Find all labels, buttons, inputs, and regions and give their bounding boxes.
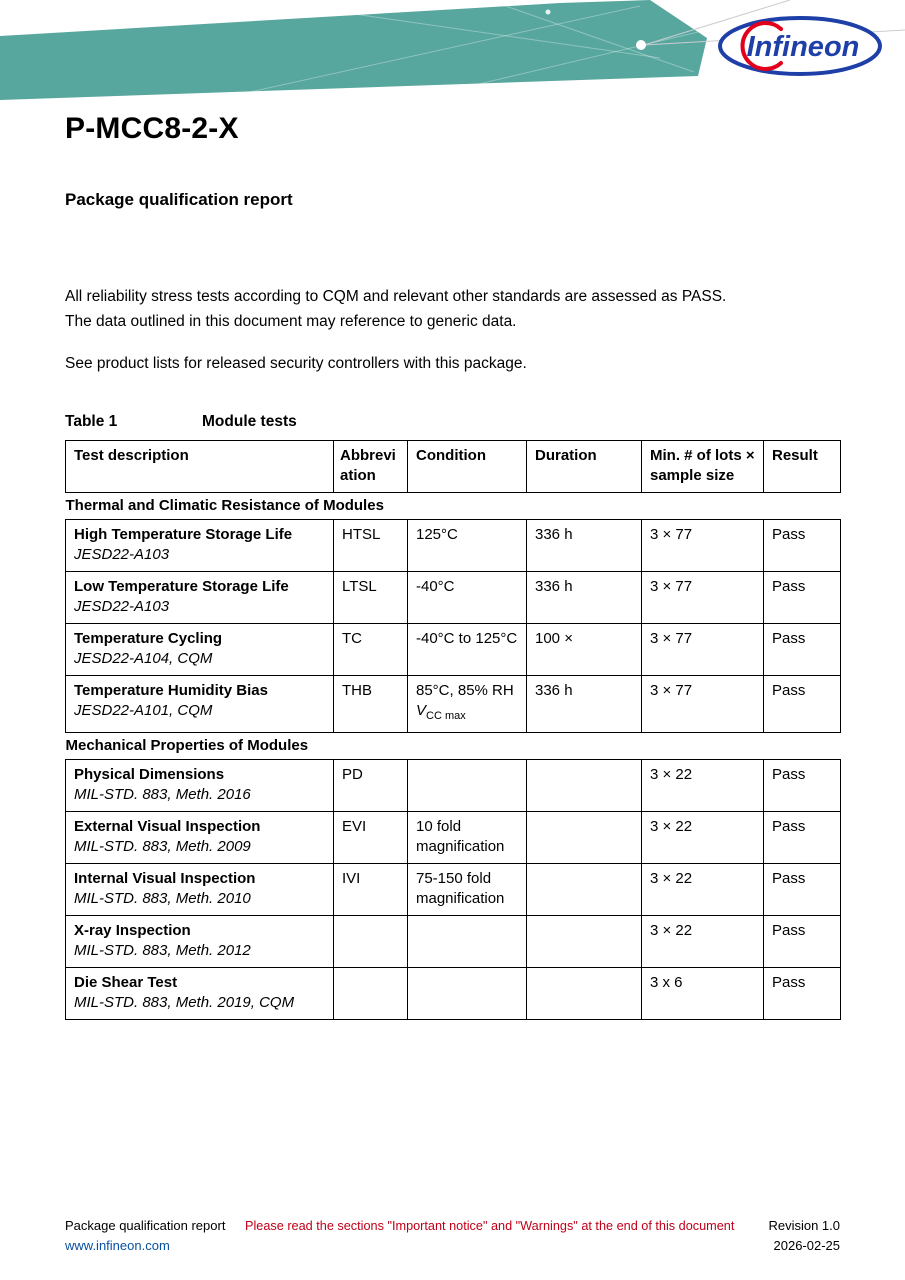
- intro-paragraph: [65, 284, 840, 334]
- test-description-cell: [66, 572, 334, 624]
- test-name: External Visual Inspection: [74, 818, 261, 835]
- footer-date: 2026-02-25: [773, 1238, 840, 1253]
- table-row: [66, 676, 841, 733]
- abbreviation-cell: LTSL: [334, 572, 408, 624]
- product-list-note: See product lists for released security controllers with this package.: [65, 355, 527, 372]
- result-cell: Pass: [764, 760, 841, 812]
- test-description-cell: [66, 676, 334, 733]
- page-footer: [65, 1216, 840, 1260]
- test-name: Low Temperature Storage Life: [74, 578, 289, 595]
- col-header-condition: Condition: [408, 441, 527, 493]
- table-row: [66, 760, 841, 812]
- table-row: [66, 520, 841, 572]
- footer-doc-name: Package qualification report: [65, 1218, 226, 1233]
- intro-line-2: The data outlined in this document may reference to generic data.: [65, 313, 517, 330]
- table-row: [66, 812, 841, 864]
- test-description-cell: [66, 624, 334, 676]
- duration-cell: [527, 916, 642, 968]
- condition-cell: [408, 676, 527, 733]
- condition-cell: [408, 760, 527, 812]
- condition-line-2: [416, 701, 518, 726]
- test-name: Internal Visual Inspection: [74, 870, 256, 887]
- table-caption-label: Table 1: [65, 413, 118, 430]
- table-row: [66, 624, 841, 676]
- result-cell: Pass: [764, 812, 841, 864]
- result-cell: Pass: [764, 864, 841, 916]
- lots-cell: 3 × 77: [642, 624, 764, 676]
- condition-cell: 125°C: [408, 520, 527, 572]
- test-description-cell: [66, 520, 334, 572]
- col-header-abbreviation: Abbreviation: [334, 441, 408, 493]
- footer-left: [65, 1216, 225, 1256]
- footer-revision: Revision 1.0: [768, 1218, 840, 1233]
- test-standard: MIL-STD. 883, Meth. 2012: [74, 942, 251, 959]
- condition-cell: [408, 916, 527, 968]
- lots-cell: 3 × 22: [642, 760, 764, 812]
- footer-website-link[interactable]: www.infineon.com: [65, 1238, 170, 1253]
- result-cell: Pass: [764, 624, 841, 676]
- col-header-test-description: Test description: [66, 441, 334, 493]
- table-caption: [65, 413, 840, 431]
- test-name: Physical Dimensions: [74, 766, 225, 783]
- condition-cell: [408, 968, 527, 1020]
- abbreviation-cell: HTSL: [334, 520, 408, 572]
- logo-text: Infineon: [746, 31, 860, 63]
- duration-cell: 100 ×: [527, 624, 642, 676]
- module-tests-table: [65, 440, 841, 1020]
- abbreviation-cell: TC: [334, 624, 408, 676]
- condition-cell: 75-150 fold magnification: [408, 864, 527, 916]
- table-section-row: [66, 733, 841, 760]
- table-row: [66, 572, 841, 624]
- abbreviation-cell: THB: [334, 676, 408, 733]
- condition-cell: -40°C: [408, 572, 527, 624]
- lots-cell: 3 × 77: [642, 676, 764, 733]
- intro-line-1: All reliability stress tests according to CQM and relevant other standards are assessed as PASS.: [65, 288, 727, 305]
- test-standard: JESD22-A104, CQM: [74, 650, 213, 667]
- result-cell: Pass: [764, 572, 841, 624]
- test-name: Die Shear Test: [74, 974, 178, 991]
- col-header-lots: Min. # of lots × sample size: [642, 441, 764, 493]
- duration-cell: [527, 864, 642, 916]
- table-header-row: [66, 441, 841, 493]
- test-standard: MIL-STD. 883, Meth. 2010: [74, 890, 251, 907]
- condition-cell: -40°C to 125°C: [408, 624, 527, 676]
- abbreviation-cell: IVI: [334, 864, 408, 916]
- condition-cell: 10 fold magnification: [408, 812, 527, 864]
- duration-cell: [527, 760, 642, 812]
- test-description-cell: [66, 812, 334, 864]
- test-name: Temperature Cycling: [74, 630, 223, 647]
- lots-cell: 3 x 6: [642, 968, 764, 1020]
- duration-cell: [527, 812, 642, 864]
- table-caption-title: Module tests: [202, 413, 297, 430]
- table-section-row: [66, 493, 841, 520]
- lots-cell: 3 × 77: [642, 572, 764, 624]
- test-description-cell: [66, 760, 334, 812]
- result-cell: Pass: [764, 676, 841, 733]
- abbreviation-cell: [334, 968, 408, 1020]
- section-title: Thermal and Climatic Resistance of Modules: [66, 493, 841, 520]
- lots-cell: 3 × 22: [642, 812, 764, 864]
- lots-cell: 3 × 22: [642, 916, 764, 968]
- test-standard: MIL-STD. 883, Meth. 2016: [74, 786, 251, 803]
- voltage-subscript: CC max: [426, 710, 466, 722]
- page-title: P-MCC8-2-X: [65, 112, 239, 145]
- result-cell: Pass: [764, 968, 841, 1020]
- condition-line-1: 85°C, 85% RH: [416, 682, 514, 699]
- result-cell: Pass: [764, 520, 841, 572]
- document-content: [65, 0, 840, 1020]
- test-description-cell: [66, 968, 334, 1020]
- test-standard: MIL-STD. 883, Meth. 2019, CQM: [74, 994, 295, 1011]
- table-row: [66, 864, 841, 916]
- abbreviation-cell: EVI: [334, 812, 408, 864]
- lots-cell: 3 × 22: [642, 864, 764, 916]
- test-name: High Temperature Storage Life: [74, 526, 293, 543]
- page-subtitle: Package qualification report: [65, 190, 293, 209]
- test-description-cell: [66, 864, 334, 916]
- test-standard: MIL-STD. 883, Meth. 2009: [74, 838, 251, 855]
- col-header-duration: Duration: [527, 441, 642, 493]
- test-standard: JESD22-A103: [74, 598, 170, 615]
- test-standard: JESD22-A101, CQM: [74, 702, 213, 719]
- duration-cell: 336 h: [527, 572, 642, 624]
- abbreviation-cell: [334, 916, 408, 968]
- footer-notice: Please read the sections "Important notice" and "Warnings" at the end of this document: [245, 1219, 735, 1233]
- test-standard: JESD22-A103: [74, 546, 170, 563]
- abbreviation-cell: PD: [334, 760, 408, 812]
- section-title: Mechanical Properties of Modules: [66, 733, 841, 760]
- table-row: [66, 968, 841, 1020]
- result-cell: Pass: [764, 916, 841, 968]
- test-description-cell: [66, 916, 334, 968]
- footer-right: [768, 1216, 840, 1256]
- col-header-result: Result: [764, 441, 841, 493]
- duration-cell: [527, 968, 642, 1020]
- test-name: X-ray Inspection: [74, 922, 191, 939]
- table-row: [66, 916, 841, 968]
- duration-cell: 336 h: [527, 676, 642, 733]
- lots-cell: 3 × 77: [642, 520, 764, 572]
- duration-cell: 336 h: [527, 520, 642, 572]
- voltage-symbol: V: [416, 702, 427, 719]
- test-name: Temperature Humidity Bias: [74, 682, 268, 699]
